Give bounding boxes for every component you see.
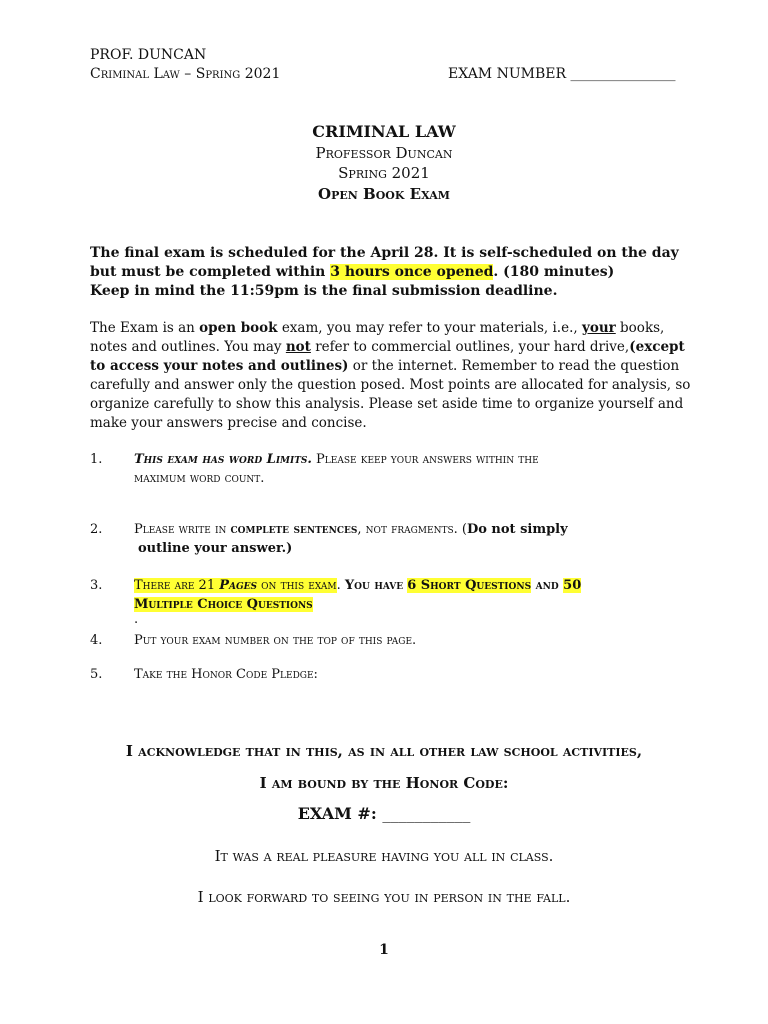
body-line: carefully and answer only the question posed. Most points are allocated for analysis, so <box>90 377 691 393</box>
instructions-paragraph <box>90 319 710 433</box>
professor-subtitle: Professor Duncan <box>315 144 453 162</box>
highlight-multiple-choice: Multiple Choice Questions <box>134 597 313 612</box>
closing-line: It was a real pleasure having you all in class. <box>214 847 554 865</box>
intro-line: Keep in mind the 11:59pm is the final submission deadline. <box>90 283 558 299</box>
exam-number-blank: _______________ <box>570 66 676 82</box>
highlight-fifty: 50 <box>563 578 582 593</box>
exam-type-subtitle: Open Book Exam <box>318 185 450 203</box>
body-line: organize carefully to show this analysis. Please set aside time to organize yourself and <box>90 396 684 412</box>
exam-number-pledge-blank: ___________ <box>382 804 471 823</box>
exam-title: CRIMINAL LAW <box>312 122 456 141</box>
list-item: Please write in complete sentences, not fragments. (Do not simply outline your answer.) <box>134 522 568 556</box>
term-subtitle: Spring 2021 <box>338 164 430 182</box>
item-number: 4. <box>90 633 103 648</box>
item-number: 5. <box>90 667 103 682</box>
exam-number-pledge <box>0 804 768 823</box>
item-number: 3. <box>90 578 103 593</box>
honor-pledge-line: I am bound by the Honor Code: <box>259 774 509 792</box>
highlight-pages: There are 21 Pages on this exam <box>134 578 337 593</box>
list-item: Put your exam number on the top of this page. <box>134 633 417 648</box>
closing-line: I look forward to seeing you in person in the fall. <box>197 888 571 906</box>
professor-name: PROF. DUNCAN <box>90 47 207 63</box>
exam-number-label: EXAM NUMBER <box>448 66 567 82</box>
intro-line: The final exam is scheduled for the April 28. It is self-scheduled on the day <box>90 245 679 261</box>
body-line: to access your notes and outlines) or the internet. Remember to read the question <box>90 358 680 374</box>
item-number: 1. <box>90 452 103 467</box>
intro-paragraph <box>90 244 690 301</box>
item-number: 2. <box>90 522 103 537</box>
exam-number-header <box>448 65 675 83</box>
list-item: This exam has word Limits. Please keep your answers within the maximum word count. <box>134 452 539 486</box>
intro-line: but must be completed within 3 hours once opened. (180 minutes) <box>90 264 615 280</box>
body-line: make your answers precise and concise. <box>90 415 367 431</box>
page-number: 1 <box>379 942 389 958</box>
course-label: Criminal Law – Spring 2021 <box>90 66 281 82</box>
list-item: There are 21 Pages on this exam. You have 6 Short Questions and 50 Multiple Choice Questions . <box>134 578 582 627</box>
body-line: notes and outlines. You may not refer to commercial outlines, your hard drive,(except <box>90 339 685 355</box>
exam-number-pledge-label: EXAM #: <box>297 804 377 823</box>
highlight-duration: 3 hours once opened <box>330 264 494 280</box>
honor-pledge-line: I acknowledge that in this, as in all other law school activities, <box>125 742 643 760</box>
highlight-short-questions: 6 Short Questions <box>407 578 532 593</box>
body-line: The Exam is an open book exam, you may refer to your materials, i.e., your books, <box>90 320 665 336</box>
list-item: Take the Honor Code Pledge: <box>134 667 318 682</box>
